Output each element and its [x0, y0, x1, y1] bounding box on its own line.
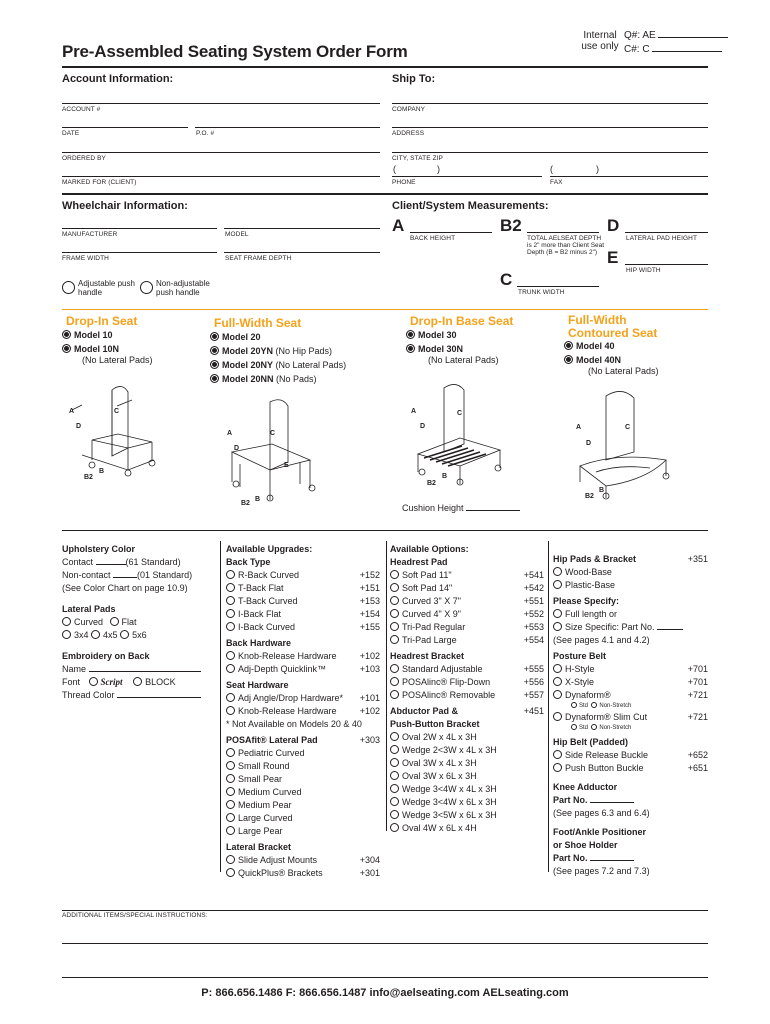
posafit-option[interactable]: Medium Pear: [226, 799, 380, 812]
posafit-option[interactable]: Small Round: [226, 760, 380, 773]
fax-label: FAX: [550, 179, 563, 186]
hip-pads-title: Hip Pads & Bracket +351: [553, 554, 708, 564]
headrest-option[interactable]: Soft Pad 11" +541: [390, 569, 544, 582]
radio-icon: [226, 622, 235, 631]
abductor-option[interactable]: Wedge 3<4W x 6L x 3H: [390, 796, 544, 809]
lateral-size-options: [62, 629, 212, 642]
radio-icon: [140, 281, 153, 294]
fullwidth-label-a: A: [227, 430, 233, 437]
measure-b2-letter: B2: [500, 216, 522, 235]
total-depth-line[interactable]: [527, 232, 599, 233]
hipbelt-option[interactable]: Push Button Buckle +651: [553, 762, 708, 775]
radio-icon: [62, 630, 71, 639]
fax-area-close: ): [596, 164, 599, 174]
model-10n-note: (No Lateral Pads): [82, 355, 153, 365]
back-height-line[interactable]: [410, 232, 492, 233]
options-column: [390, 540, 544, 835]
radio-icon: [553, 750, 562, 759]
radio-icon: [62, 330, 71, 339]
back-hardware-title: Back Hardware: [226, 638, 292, 648]
marked-for-label: MARKED FOR (CLIENT): [62, 179, 137, 186]
abductor-option[interactable]: Oval 2W x 4L x 3H: [390, 731, 544, 744]
q-label: Q#: AE: [624, 30, 656, 41]
dropin-label-d: D: [76, 423, 82, 430]
lateral-shape-options: [62, 616, 212, 629]
city-line[interactable]: [392, 152, 708, 153]
radio-icon: [390, 745, 399, 754]
headrest-option[interactable]: Curved 3" X 7" +551: [390, 595, 544, 608]
block-option[interactable]: BLOCK: [133, 677, 176, 687]
radio-icon: [62, 344, 71, 353]
company-line[interactable]: [392, 103, 708, 104]
measure-e-letter: E: [607, 248, 619, 267]
lateral-pad-height-line[interactable]: [625, 232, 708, 233]
radio-icon: [62, 281, 75, 294]
back-type-title: Back Type: [226, 557, 271, 567]
ship-section-title: Ship To:: [392, 73, 436, 85]
phone-area-open: (: [393, 164, 396, 174]
size-4x5-option[interactable]: 4x5: [91, 630, 118, 640]
headrest-option[interactable]: Tri-Pad Regular +553: [390, 621, 544, 634]
bracket-option[interactable]: POSAlinc® Removable +557: [390, 689, 544, 702]
column-divider: [386, 541, 387, 831]
contoured-label-a: A: [576, 424, 582, 431]
radio-icon: [564, 341, 573, 350]
embroidery-name-field[interactable]: Name: [62, 663, 212, 676]
fax-area-open: (: [550, 164, 553, 174]
account-number-line[interactable]: [62, 103, 380, 104]
abductor-option[interactable]: Wedge 2<3W x 4L x 3H: [390, 744, 544, 757]
radio-icon: [226, 748, 235, 757]
bracket-option[interactable]: Standard Adjustable +555: [390, 663, 544, 676]
address-line[interactable]: [392, 127, 708, 128]
radio-icon: [226, 706, 235, 715]
headrest-option[interactable]: Curved 4" X 9" +552: [390, 608, 544, 621]
trunk-width-label: TRUNK WIDTH: [518, 289, 565, 296]
posafit-option[interactable]: Medium Curved: [226, 786, 380, 799]
radio-icon: [553, 763, 562, 772]
trunk-width-line[interactable]: [517, 286, 599, 287]
marked-for-line[interactable]: [62, 176, 380, 177]
abductor-option[interactable]: Oval 4W x 6L x 4H: [390, 822, 544, 835]
model-label: MODEL: [225, 231, 249, 238]
radio-icon: [210, 374, 219, 383]
column-divider: [220, 541, 221, 872]
dropinbase-label-b: B: [442, 473, 448, 480]
radio-icon: [390, 596, 399, 605]
radio-icon: [226, 813, 235, 822]
measurements-section-title: Client/System Measurements:: [392, 200, 549, 212]
dynaform-stretch-options: Std Non-Stretch: [553, 702, 708, 711]
account-number-label: ACCOUNT #: [62, 106, 101, 113]
back-height-label: BACK HEIGHT: [410, 235, 456, 242]
knee-adductor-title: Knee Adductor: [553, 782, 618, 792]
backhw-option[interactable]: Knob-Release Hardware +102: [226, 650, 380, 663]
model-line[interactable]: [224, 228, 380, 229]
radio-icon: [226, 693, 235, 702]
posture-belt-title: Posture Belt: [553, 651, 607, 661]
noncontact-field[interactable]: Non-contact (01 Standard): [62, 570, 193, 580]
seat-hardware-title: Seat Hardware: [226, 680, 289, 690]
radio-icon: [226, 826, 235, 835]
radio-icon: [226, 855, 235, 864]
script-option[interactable]: Script: [89, 677, 123, 687]
posafit-title: POSAfit® Lateral Pad +303: [226, 735, 380, 745]
phone-label: PHONE: [392, 179, 416, 186]
back-option[interactable]: I-Back Flat +154: [226, 608, 380, 621]
fullwidth-seat-title: Full-Width Seat: [214, 316, 302, 330]
radio-icon: [553, 609, 562, 618]
please-specify-title: Please Specify:: [553, 596, 620, 606]
headrest-option[interactable]: Tri-Pad Large +554: [390, 634, 544, 647]
abductor-option[interactable]: Oval 3W x 4L x 3H: [390, 757, 544, 770]
upgrades-title: Available Upgrades:: [226, 544, 313, 554]
radio-icon: [226, 761, 235, 770]
model-30n-option[interactable]: Model 30N: [406, 343, 463, 356]
measure-a-letter: A: [392, 216, 405, 235]
model-40n-note: (No Lateral Pads): [588, 366, 659, 376]
radio-icon: [553, 622, 562, 631]
posafit-option[interactable]: Large Curved: [226, 812, 380, 825]
radio-icon: [226, 774, 235, 783]
ordered-by-line[interactable]: [62, 152, 380, 153]
radio-icon[interactable]: [571, 702, 577, 708]
radio-icon: [91, 630, 100, 639]
foot-ankle-title: Foot/Ankle Positioner: [553, 827, 647, 837]
upgrades-column: [226, 540, 380, 880]
radio-icon: [390, 622, 399, 631]
abductor-option[interactable]: Wedge 3<5W x 6L x 3H: [390, 809, 544, 822]
back-option[interactable]: I-Back Curved +155: [226, 621, 380, 634]
radio-icon: [390, 677, 399, 686]
flat-option[interactable]: Flat: [110, 617, 137, 627]
additional-rule-top: [62, 910, 708, 911]
headrest-bracket-title: Headrest Bracket: [390, 651, 465, 661]
upholstery-title: Upholstery Color: [62, 544, 136, 554]
posafit-option[interactable]: Large Pear: [226, 825, 380, 838]
see-pages-knee: (See pages 6.3 and 6.4): [553, 808, 650, 818]
slim-stretch-options: Std Non-Stretch: [553, 724, 708, 733]
radio-icon: [390, 823, 399, 832]
options-section-rule: [62, 530, 708, 531]
radio-icon: [553, 580, 562, 589]
model-10-option[interactable]: Model 10: [62, 329, 113, 342]
back-option[interactable]: T-Back Curved +153: [226, 595, 380, 608]
dropinbase-seat-diagram: [404, 376, 514, 491]
radio-icon: [210, 332, 219, 341]
seat-frame-depth-label: SEAT FRAME DEPTH: [225, 255, 292, 262]
manufacturer-label: MANUFACTURER: [62, 231, 118, 238]
c-label: C#: C: [624, 44, 650, 55]
size-5x6-option[interactable]: 5x6: [120, 630, 147, 640]
frame-width-label: FRAME WIDTH: [62, 255, 109, 262]
back-option[interactable]: T-Back Flat +151: [226, 582, 380, 595]
additional-instructions-label: ADDITIONAL ITEMS/SPECIAL INSTRUCTIONS:: [62, 912, 208, 919]
radio-icon: [390, 690, 399, 699]
non-adjustable-label: Non-adjustable push handle: [156, 279, 210, 297]
posafit-option[interactable]: Small Pear: [226, 773, 380, 786]
curved-option[interactable]: Curved: [62, 617, 103, 627]
radio-icon: [553, 677, 562, 686]
lat-option[interactable]: QuickPlus® Brackets +301: [226, 867, 380, 880]
internal-use-label: Internal use only: [581, 30, 619, 52]
hip-belt-title: Hip Belt (Padded): [553, 737, 629, 747]
full-length-option[interactable]: Full length or: [553, 608, 708, 621]
radio-icon: [120, 630, 129, 639]
radio-icon: [226, 596, 235, 605]
non-adjustable-radio[interactable]: [140, 278, 156, 296]
dropinbase-label-b2: B2: [427, 480, 436, 487]
total-depth-label: TOTAL AELSEAT DEPTH is 2" more than Client Seat Depth (B = B2 minus 2"): [527, 235, 605, 256]
c-number-field[interactable]: [624, 44, 722, 55]
radio-icon: [553, 712, 562, 721]
radio-icon: [390, 810, 399, 819]
dropin-label-b: B: [99, 468, 105, 475]
radio-icon: [89, 677, 98, 686]
abductor-title-2: Push-Button Bracket: [390, 719, 480, 729]
upholstery-column: [62, 540, 212, 702]
contoured-label-b2: B2: [585, 493, 594, 500]
radio-icon[interactable]: [591, 724, 597, 730]
radio-icon: [390, 664, 399, 673]
radio-icon[interactable]: [591, 702, 597, 708]
cushion-height-field[interactable]: Cushion Height: [402, 503, 520, 513]
posture-option[interactable]: X-Style +701: [553, 676, 708, 689]
header-rule: [62, 66, 708, 68]
hipbelt-option[interactable]: Side Release Buckle +652: [553, 749, 708, 762]
contact-field[interactable]: Contact (61 Standard): [62, 557, 181, 567]
phone-line[interactable]: [392, 176, 542, 177]
foot-part-field[interactable]: Part No.: [553, 852, 708, 865]
contoured-seat-diagram: [566, 382, 676, 502]
model-20-option[interactable]: Model 20: [210, 331, 261, 344]
radio-icon: [210, 360, 219, 369]
lat-option[interactable]: Slide Adjust Mounts +304: [226, 854, 380, 867]
headrest-option[interactable]: Soft Pad 14" +542: [390, 582, 544, 595]
section-rule: [62, 193, 708, 195]
shoe-holder-title: or Shoe Holder: [553, 840, 618, 850]
radio-icon: [553, 664, 562, 673]
slim-cut-option[interactable]: Dynaform® Slim Cut +721: [553, 711, 708, 724]
radio-icon: [390, 784, 399, 793]
contoured-label-b: B: [599, 487, 605, 494]
radio-icon: [390, 732, 399, 741]
radio-icon: [390, 570, 399, 579]
posture-option[interactable]: Dynaform® +721: [553, 689, 708, 702]
form-title: Pre-Assembled Seating System Order Form: [62, 42, 408, 61]
model-30-option[interactable]: Model 30: [406, 329, 457, 342]
posafit-option[interactable]: Pediatric Curved: [226, 747, 380, 760]
radio-icon: [226, 651, 235, 660]
radio-icon: [62, 617, 71, 626]
hip-option[interactable]: Wood-Base: [553, 566, 708, 579]
model-10n-option[interactable]: Model 10N: [62, 343, 119, 356]
po-label: P.O. #: [196, 130, 215, 137]
knee-part-field[interactable]: Part No.: [553, 794, 708, 807]
seathw-option[interactable]: Adj Angle/Drop Hardware* +101: [226, 692, 380, 705]
account-section-title: Account Information:: [62, 73, 174, 85]
thread-color-field[interactable]: Thread Color: [62, 689, 212, 702]
dropin-label-b2: B2: [84, 474, 93, 481]
backhw-option[interactable]: Adj-Depth Quicklink™ +103: [226, 663, 380, 676]
adjustable-label: Adjustable push handle: [78, 279, 135, 297]
radio-icon: [390, 609, 399, 618]
hip-column: [553, 553, 708, 878]
dropinbase-label-a: A: [411, 408, 417, 415]
ordered-by-label: ORDERED BY: [62, 155, 106, 162]
embroidery-font-row: Font Script BLOCK: [62, 677, 176, 687]
radio-icon: [210, 346, 219, 355]
radio-icon: [226, 868, 235, 877]
radio-icon: [226, 609, 235, 618]
model-20ny-option[interactable]: Model 20NY (No Lateral Pads): [210, 359, 346, 372]
see-pages-hip: (See pages 4.1 and 4.2): [553, 635, 650, 645]
model-20yn-option[interactable]: Model 20YN (No Hip Pads): [210, 345, 332, 358]
additional-line-2[interactable]: [62, 977, 708, 978]
phone-area-close: ): [437, 164, 440, 174]
size-specific-option[interactable]: Size Specific: Part No.: [553, 621, 708, 634]
model-40n-option[interactable]: Model 40N: [564, 354, 621, 367]
radio-icon: [406, 330, 415, 339]
radio-icon: [226, 570, 235, 579]
abductor-title: Abductor Pad & +451: [390, 706, 544, 716]
q-number-field[interactable]: [624, 30, 728, 41]
color-chart-note: (See Color Chart on page 10.9): [62, 583, 188, 593]
seathw-option[interactable]: Knob-Release Hardware +102: [226, 705, 380, 718]
hip-width-line[interactable]: [625, 264, 708, 265]
radio-icon: [390, 635, 399, 644]
lateral-pad-height-label: LATERAL PAD HEIGHT: [626, 235, 698, 242]
measure-c-letter: C: [500, 270, 513, 289]
column-divider: [548, 541, 549, 872]
footer-contact: P: 866.656.1486 F: 866.656.1487 info@aelseating.com AELseating.com: [201, 987, 569, 999]
fullwidth-label-e: E: [284, 462, 289, 469]
availability-note: * Not Available on Models 20 & 40: [226, 719, 362, 729]
city-label: CITY, STATE ZIP: [392, 155, 443, 162]
dropin-label-c: C: [114, 408, 120, 415]
abductor-option[interactable]: Oval 3W x 6L x 3H: [390, 770, 544, 783]
hip-option[interactable]: Plastic-Base: [553, 579, 708, 592]
frame-width-line[interactable]: [62, 252, 217, 253]
radio-icon: [133, 677, 142, 686]
fullwidth-label-c: C: [270, 430, 276, 437]
fullwidth-label-d: D: [234, 445, 240, 452]
see-pages-foot: (See pages 7.2 and 7.3): [553, 866, 650, 876]
headrest-pad-title: Headrest Pad: [390, 557, 448, 567]
radio-icon: [226, 583, 235, 592]
options-title: Available Options:: [390, 544, 469, 554]
adjustable-radio[interactable]: [62, 278, 78, 296]
address-label: ADDRESS: [392, 130, 425, 137]
radio-icon: [226, 787, 235, 796]
company-label: COMPANY: [392, 106, 426, 113]
wheelchair-section-title: Wheelchair Information:: [62, 200, 188, 212]
radio-icon[interactable]: [571, 724, 577, 730]
model-40-option[interactable]: Model 40: [564, 340, 615, 353]
radio-icon: [226, 800, 235, 809]
date-label: DATE: [62, 130, 80, 137]
radio-icon: [553, 690, 562, 699]
dropinbase-seat-title: Drop-In Base Seat: [410, 314, 514, 328]
lateral-pads-title: Lateral Pads: [62, 604, 116, 614]
size-3x4-option[interactable]: 3x4: [62, 630, 89, 640]
dropinbase-label-c: C: [457, 410, 463, 417]
seat-frame-depth-line[interactable]: [224, 252, 380, 253]
radio-icon: [390, 797, 399, 806]
bracket-option[interactable]: POSAlinc® Flip-Down +556: [390, 676, 544, 689]
radio-icon: [564, 355, 573, 364]
abductor-option[interactable]: Wedge 3<4W x 4L x 3H: [390, 783, 544, 796]
dropin-label-a: A: [69, 408, 75, 415]
manufacturer-line[interactable]: [62, 228, 217, 229]
date-line[interactable]: [62, 127, 188, 128]
seat-section-rule: [62, 309, 708, 310]
lateral-bracket-title: Lateral Bracket: [226, 842, 292, 852]
fullwidth-label-b: B: [255, 496, 261, 503]
dropinbase-label-d: D: [420, 423, 426, 430]
radio-icon: [226, 664, 235, 673]
radio-icon: [406, 344, 415, 353]
radio-icon: [110, 617, 119, 626]
contoured-label-c: C: [625, 424, 631, 431]
measure-d-letter: D: [607, 216, 620, 235]
radio-icon: [390, 583, 399, 592]
po-line[interactable]: [195, 127, 380, 128]
contoured-label-d: D: [586, 440, 592, 447]
embroidery-title: Embroidery on Back: [62, 651, 150, 661]
fax-line[interactable]: [550, 176, 708, 177]
contoured-seat-title: Full-Width Contoured Seat: [568, 313, 658, 340]
model-20nn-option[interactable]: Model 20NN (No Pads): [210, 373, 317, 386]
fullwidth-label-b2: B2: [241, 500, 250, 507]
additional-line-1[interactable]: [62, 943, 708, 944]
back-option[interactable]: R-Back Curved +152: [226, 569, 380, 582]
posture-option[interactable]: H-Style +701: [553, 663, 708, 676]
radio-icon: [390, 771, 399, 780]
radio-icon: [390, 758, 399, 767]
dropin-seat-title: Drop-In Seat: [66, 314, 138, 328]
hip-width-label: HIP WIDTH: [626, 267, 661, 274]
radio-icon: [553, 567, 562, 576]
model-30n-note: (No Lateral Pads): [428, 355, 499, 365]
